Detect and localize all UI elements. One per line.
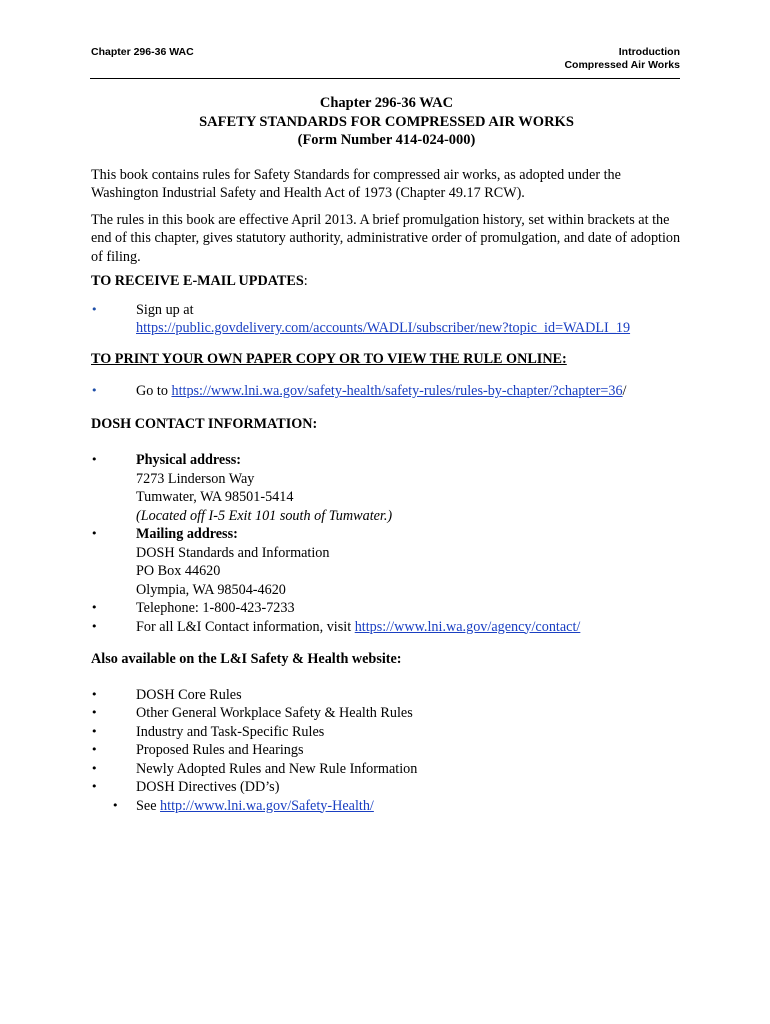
print-copy-heading: TO PRINT YOUR OWN PAPER COPY OR TO VIEW THE RULE ONLINE: <box>91 350 567 367</box>
email-updates-heading <box>91 272 682 291</box>
email-updates-heading-colon: : <box>303 273 308 289</box>
list-item <box>91 301 682 338</box>
resource-item: DOSH Directives (DD’s) <box>136 779 280 795</box>
list-item-see-website <box>91 797 682 816</box>
go-to-text: Go to <box>136 383 172 399</box>
physical-address-city: Tumwater, WA 98501-5414 <box>136 489 294 505</box>
mailing-address-org: DOSH Standards and Information <box>136 544 330 561</box>
physical-address-street: 7273 Linderson Way <box>136 470 255 487</box>
title-line-name: SAFETY STANDARDS FOR COMPRESSED AIR WORKS <box>199 113 574 130</box>
resource-item: Proposed Rules and Hearings <box>136 742 304 758</box>
bullet-icon: • <box>91 619 98 633</box>
resource-item: DOSH Core Rules <box>136 686 242 703</box>
header-divider <box>90 78 680 79</box>
mailing-address-label: Mailing address: <box>136 526 238 542</box>
bullet-icon: • <box>91 384 98 397</box>
title-line-chapter: Chapter 296-36 WAC <box>319 95 454 111</box>
contact-heading: DOSH CONTACT INFORMATION: <box>91 415 318 432</box>
see-text: See <box>136 797 161 814</box>
list-item <box>91 778 682 797</box>
rules-by-chapter-link[interactable]: https://www.lni.wa.gov/safety-health/safety-rules/rules-by-chapter/?chapter=36 <box>171 383 623 399</box>
bullet-icon: • <box>91 527 98 540</box>
bullet-icon: • <box>91 724 98 738</box>
list-item-telephone <box>91 599 682 618</box>
print-copy-list <box>91 382 682 401</box>
list-item <box>91 723 682 742</box>
running-header-section <box>564 46 680 72</box>
running-header-line1: Introduction <box>618 46 680 58</box>
list-item <box>91 741 682 760</box>
list-item-contact-link <box>91 618 682 637</box>
list-item-physical-address <box>91 451 682 525</box>
bullet-icon: • <box>91 302 98 316</box>
contact-info-text: For all L&I Contact information, visit <box>136 618 355 635</box>
contact-list <box>91 451 682 636</box>
list-item-mailing-address <box>91 525 682 599</box>
list-item <box>91 382 682 401</box>
bullet-icon: • <box>91 453 98 466</box>
resource-item: Other General Workplace Safety & Health Rules <box>136 705 413 721</box>
document-title <box>91 94 682 150</box>
mailing-address-pobox: PO Box 44620 <box>136 563 221 579</box>
intro-paragraph-2: The rules in this book are effective April 2013. A brief promulgation history, set within brackets at the end of this chapter, gives statutory authority, administrative order of promulgation, and date of adoption of filing. <box>91 211 681 265</box>
bullet-icon: • <box>91 687 98 701</box>
title-line-form-number: (Form Number 414-024-000) <box>297 132 476 148</box>
list-item <box>91 760 682 779</box>
also-available-list <box>91 686 682 816</box>
govdelivery-signup-link[interactable]: https://public.govdelivery.com/accounts/WADLI/subscriber/new?topic_id=WADLI_19 <box>136 320 631 336</box>
mailing-address-city: Olympia, WA 98504-4620 <box>136 581 286 598</box>
bullet-icon: • <box>91 761 98 775</box>
signup-text: Sign up at <box>136 301 194 318</box>
bullet-icon: • <box>91 780 98 793</box>
bullet-icon: • <box>91 601 98 614</box>
physical-address-label: Physical address: <box>136 452 241 468</box>
resource-item: Newly Adopted Rules and New Rule Information <box>136 760 418 777</box>
go-to-suffix: / <box>622 383 627 399</box>
email-updates-heading-text: TO RECEIVE E-MAIL UPDATES <box>91 273 304 289</box>
email-updates-list <box>91 301 682 338</box>
bullet-icon: • <box>112 798 119 812</box>
list-item <box>91 686 682 705</box>
running-header-chapter: Chapter 296-36 WAC <box>91 46 194 58</box>
physical-address-note: (Located off I-5 Exit 101 south of Tumwater.) <box>136 507 393 524</box>
safety-health-site-link[interactable]: http://www.lni.wa.gov/Safety-Health/ <box>160 797 374 814</box>
also-available-heading: Also available on the L&I Safety & Health website: <box>91 651 402 667</box>
intro-paragraph-1: This book contains rules for Safety Standards for compressed air works, as adopted under the Washington Industrial Safety and Health Act of 1973 (Chapter 49.17 RCW). <box>91 166 621 201</box>
telephone-text: Telephone: 1-800-423-7233 <box>136 600 295 616</box>
running-header-line2: Compressed Air Works <box>564 59 680 71</box>
bullet-icon: • <box>91 743 98 756</box>
resource-item: Industry and Task-Specific Rules <box>136 723 325 740</box>
agency-contact-link[interactable]: https://www.lni.wa.gov/agency/contact/ <box>354 618 581 635</box>
list-item <box>91 704 682 723</box>
bullet-icon: • <box>91 706 98 719</box>
document-body <box>91 94 682 815</box>
